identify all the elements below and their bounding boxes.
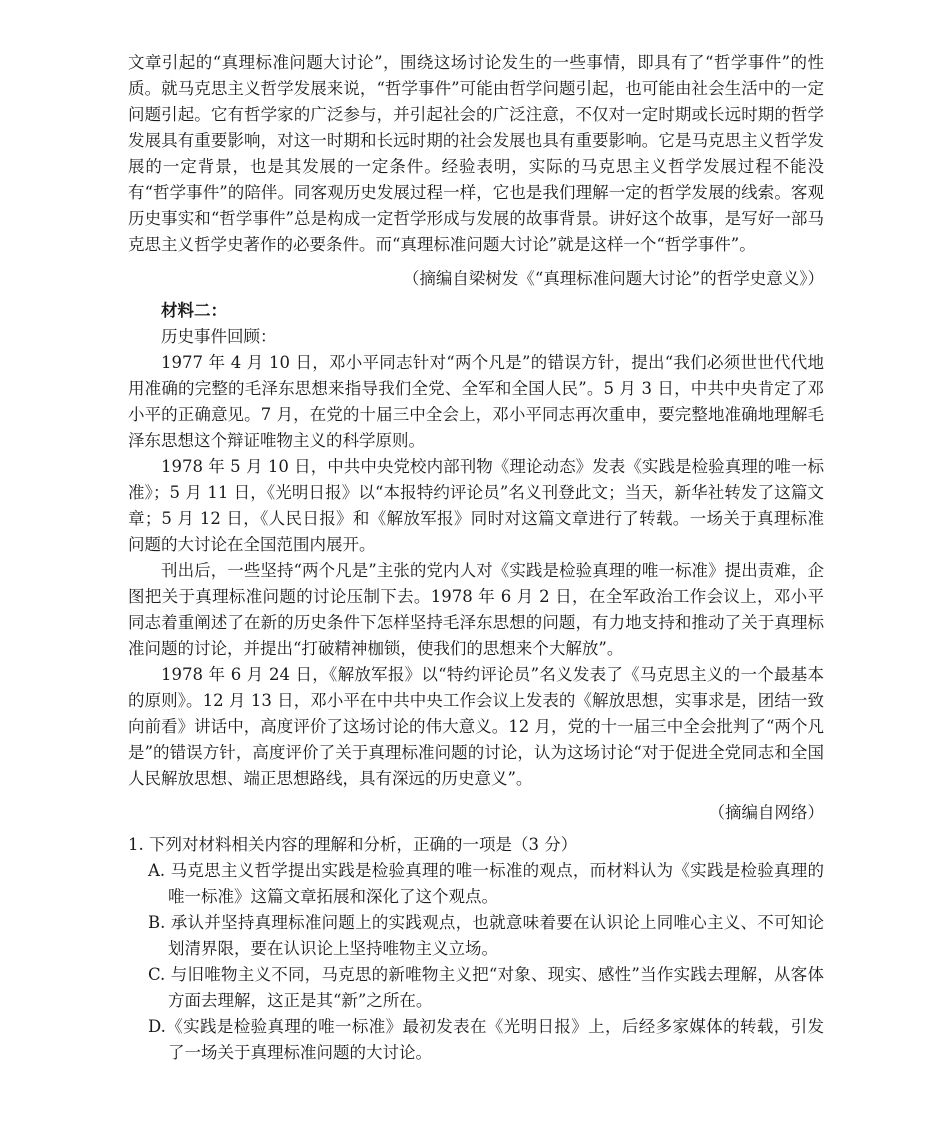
option-a: A. 马克思主义哲学提出实践是检验真理的唯一标准的观点，而材料认为《实践是检验真理的唯一标准》这篇文章拓展和深化了这个观点。 [148,861,824,906]
material2-paragraph-2: 1978 年 5 月 10 日，中共中央党校内部刊物《理论动态》发表《实践是检验真理的唯一标准》；5 月 11 日，《光明日报》以“本报特约评论员”名义刊登此文；当天，新华社转发了这篇文章；5 月 12 日，《人民日报》和《解放军报》同时对这篇文章进行了转载。一场关于真理标准问题的大讨论在全国范围内展开。 [128,457,824,554]
option-b: B. 承认并坚持真理标准问题上的实践观点，也就意味着要在认识论上同唯心主义、不可知论划清界限，要在认识论上坚持唯物主义立场。 [148,913,824,958]
question-1 [128,832,824,1066]
material2-paragraph-1: 1977 年 4 月 10 日，邓小平同志针对“两个凡是”的错误方针，提出“我们必须世世代代地用准确的完整的毛泽东思想来指导我们全党、全军和全国人民”。5 月 3 日，中共中央肯定了邓小平的正确意见。7 月，在党的十届三中全会上，邓小平同志再次重申，要完整地准确地理解毛泽东思想这个辩证唯物主义的科学原则。 [128,353,824,450]
material1-source: （摘编自梁树发《“真理标准问题大讨论”的哲学史意义》） [402,269,824,288]
option-d: D.《实践是检验真理的唯一标准》最初发表在《光明日报》上，后经多家媒体的转载，引发了一场关于真理标准问题的大讨论。 [148,1017,824,1062]
material2-source: （摘编自网络） [708,803,824,822]
material2-subheading: 历史事件回顾： [161,327,277,346]
material1-paragraph: 文章引起的“真理标准问题大讨论”，围绕这场讨论发生的一些事情，即具有了“哲学事件”的性质。就马克思主义哲学发展来说，“哲学事件”可能由哲学问题引起，也可能由社会生活中的一定问题引起。它有哲学家的广泛参与，并引起社会的广泛注意，不仅对一定时期或长远时期的哲学发展具有重要影响，对这一时期和长远时期的社会发展也具有重要影响。它是马克思主义哲学发展的一定背景，也是其发展的一定条件。经验表明，实际的马克思主义哲学发展过程不能没有“哲学事件”的陪伴。同客观历史发展过程一样，它也是我们理解一定的哲学发展的线索。客观历史事实和“哲学事件”总是构成一定哲学形成与发展的故事背景。讲好这个故事，是写好一部马克思主义哲学史著作的必要条件。而“真理标准问题大讨论”就是这样一个“哲学事件”。 [128,53,824,254]
question-stem: 1. 下列对材料相关内容的理解和分析，正确的一项是（3 分） [128,835,578,854]
material2-paragraph-3: 刊出后，一些坚持“两个凡是”主张的党内人对《实践是检验真理的唯一标准》提出责难，企图把关于真理标准问题的讨论压制下去。1978 年 6 月 2 日，在全军政治工作会议上，邓小平同志着重阐述了在新的历史条件下怎样坚持毛泽东思想的问题，有力地支持和推动了关于真理标准问题的讨论，并提出“打破精神枷锁，使我们的思想来个大解放”。 [128,561,824,658]
option-c: C. 与旧唯物主义不同，马克思的新唯物主义把“对象、现实、感性”当作实践去理解，从客体方面去理解，这正是其“新”之所在。 [148,965,824,1010]
exam-page [128,50,824,1066]
material2-heading: 材料二： [161,301,227,320]
material2-paragraph-4: 1978 年 6 月 24 日，《解放军报》以“特约评论员”名义发表了《马克思主义的一个最基本的原则》。12 月 13 日，邓小平在中共中央工作会议上发表的《解放思想，实事求是，团结一致向前看》讲话中，高度评价了这场讨论的伟大意义。12 月，党的十一届三中全会批判了“两个凡是”的错误方针，高度评价了关于真理标准问题的讨论，认为这场讨论“对于促进全党同志和全国人民解放思想、端正思想路线，具有深远的历史意义”。 [128,665,824,788]
